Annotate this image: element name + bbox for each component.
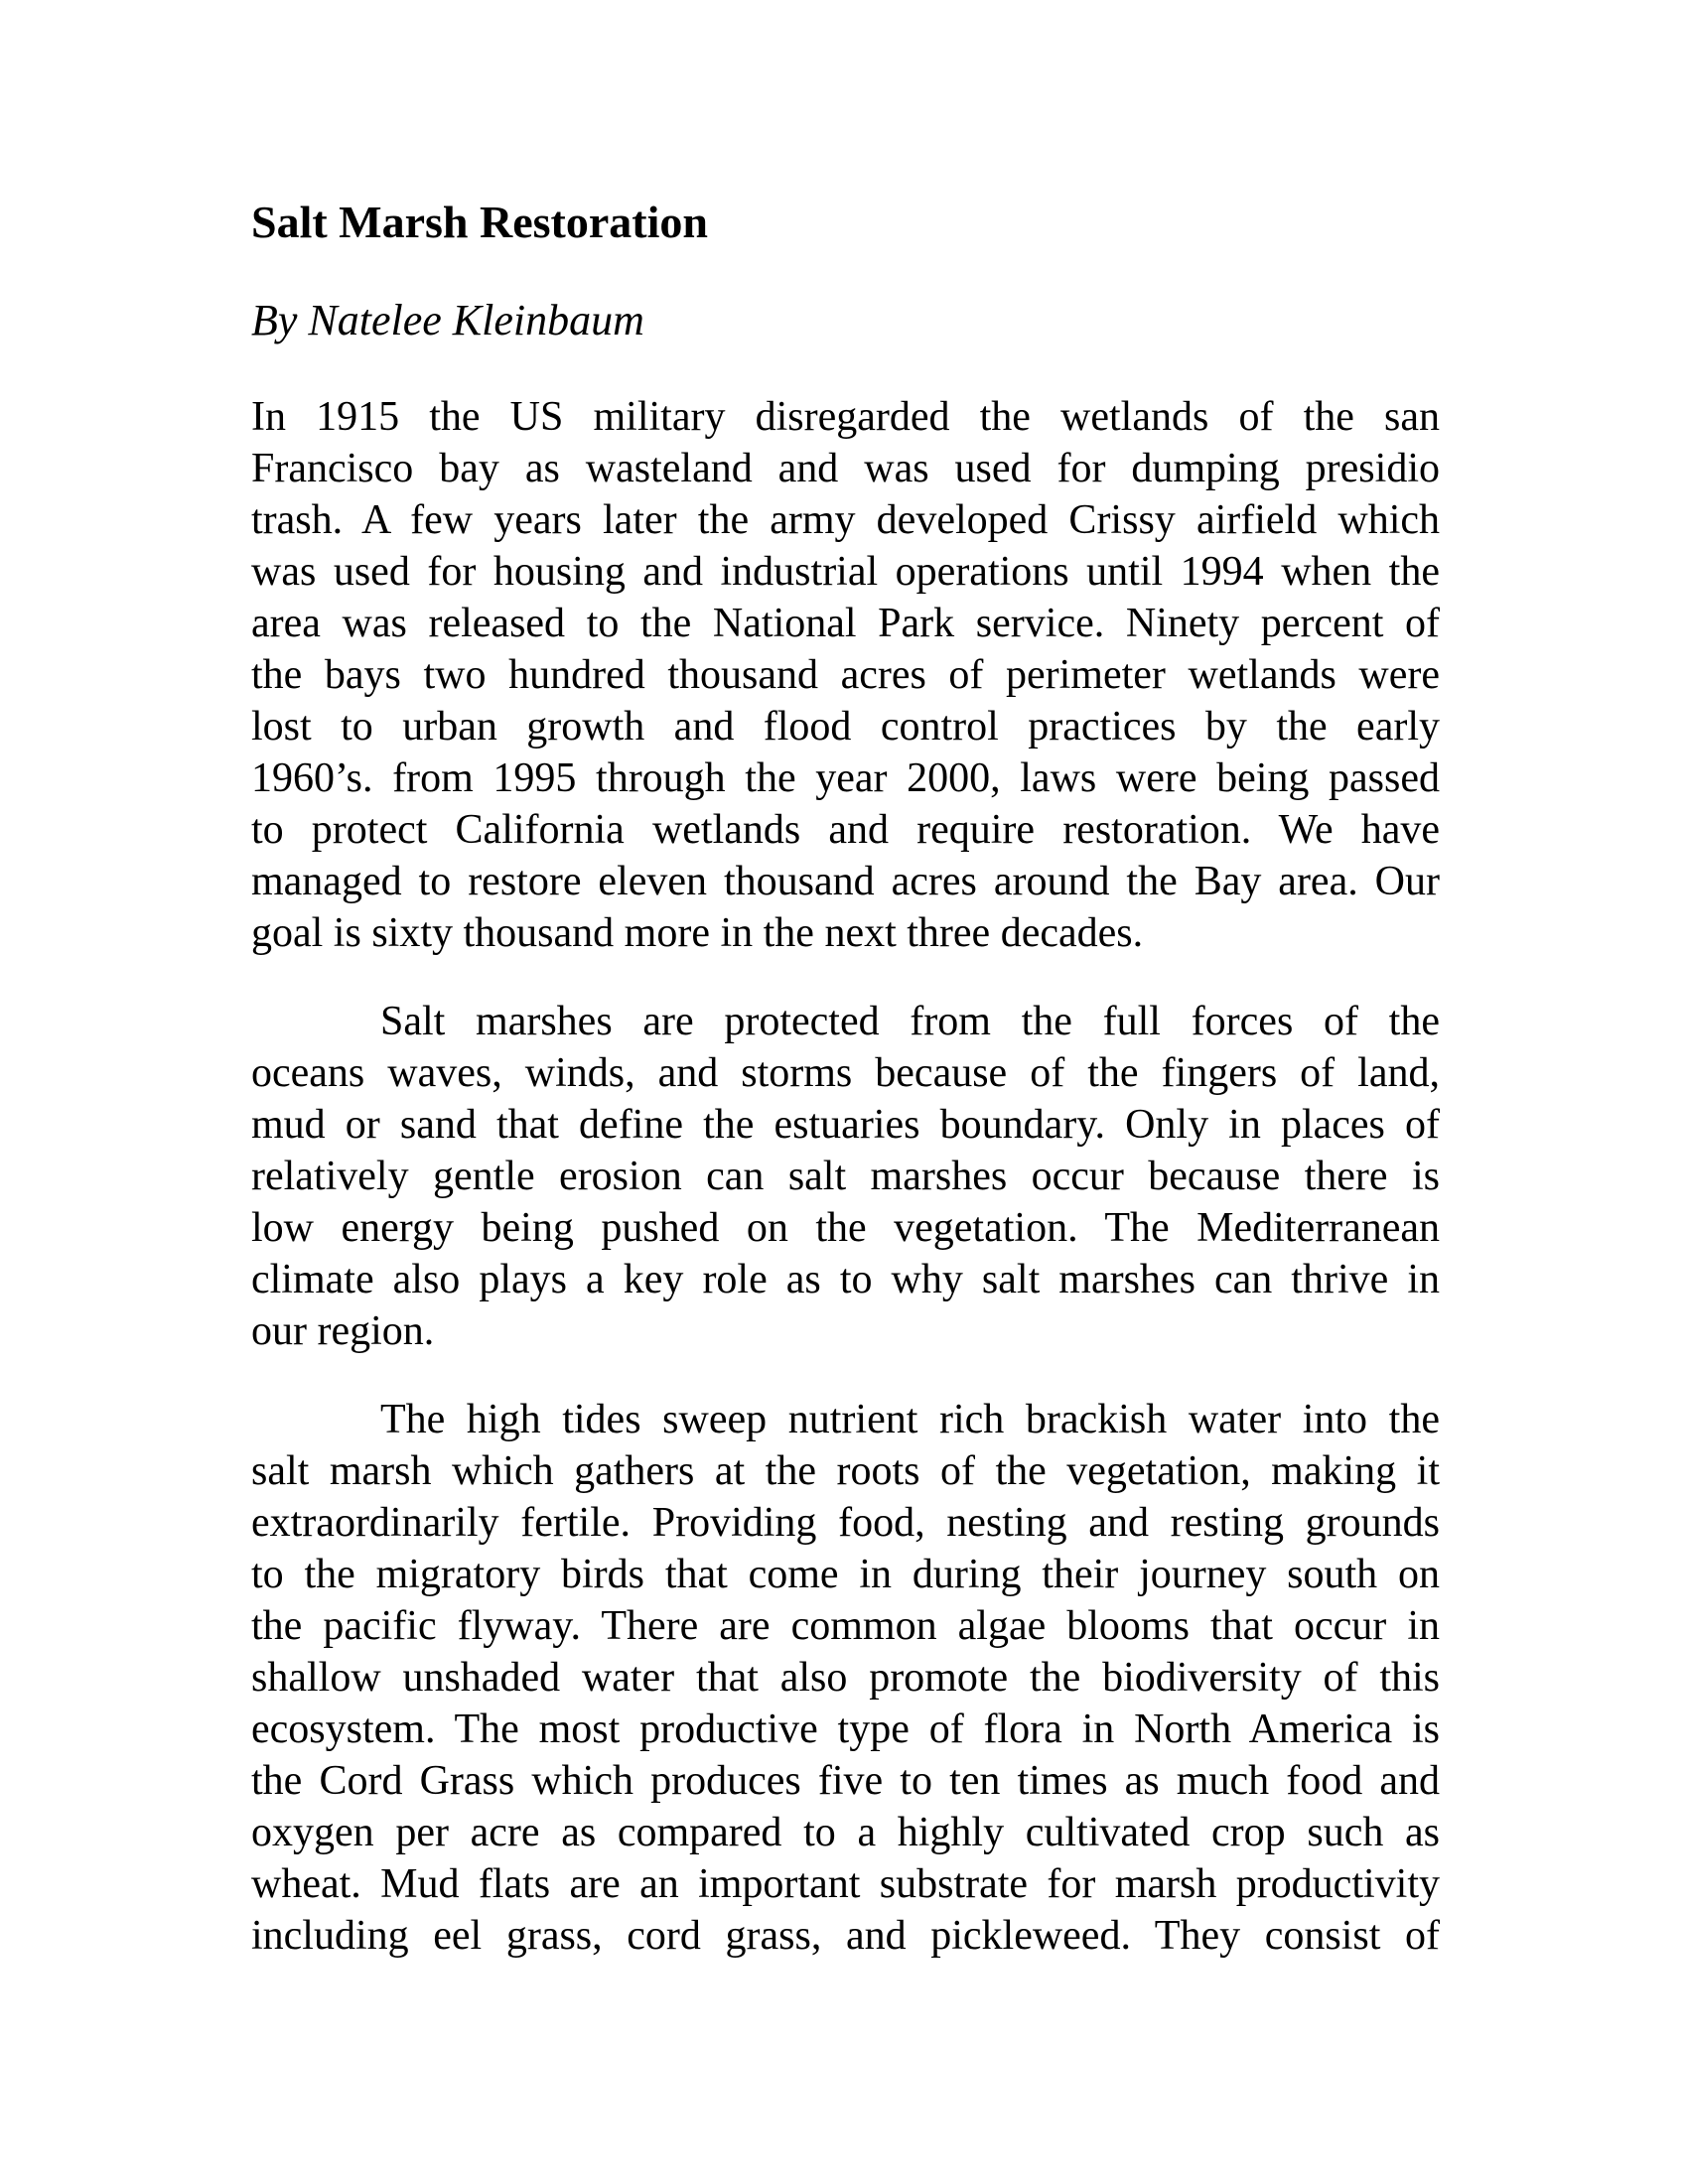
- text-line: 1960’s. from 1995 through the year 2000, laws were being passed: [251, 755, 1440, 801]
- text-line: lost to urban growth and flood control practices by the early: [251, 704, 1440, 750]
- text-line: the Cord Grass which produces five to ten times as much food and: [251, 1758, 1440, 1804]
- text-line: including eel grass, cord grass, and pickleweed. They consist of: [251, 1913, 1440, 1959]
- paragraph-3: [251, 1394, 1440, 1962]
- text-line: goal is sixty thousand more in the next three decades.: [251, 910, 1144, 956]
- document-byline: By Natelee Kleinbaum: [251, 296, 644, 344]
- text-line: salt marsh which gathers at the roots of the vegetation, making it: [251, 1448, 1440, 1494]
- text-line: oxygen per acre as compared to a highly cultivated crop such as: [251, 1810, 1440, 1855]
- text-line: Francisco bay as wasteland and was used for dumping presidio: [251, 446, 1440, 491]
- text-line: The high tides sweep nutrient rich brackish water into the: [380, 1397, 1440, 1442]
- document-body: [251, 391, 1440, 1962]
- text-line: our region.: [251, 1308, 435, 1354]
- text-line: shallow unshaded water that also promote the biodiversity of this: [251, 1655, 1440, 1701]
- text-line: climate also plays a key role as to why salt marshes can thrive in: [251, 1257, 1440, 1302]
- text-line: the bays two hundred thousand acres of perimeter wetlands were: [251, 652, 1440, 698]
- document-content: [251, 197, 1440, 1962]
- text-line: low energy being pushed on the vegetation. The Mediterranean: [251, 1205, 1440, 1251]
- text-line: to the migratory birds that come in during their journey south on: [251, 1552, 1440, 1597]
- text-line: oceans waves, winds, and storms because of the fingers of land,: [251, 1050, 1440, 1096]
- text-line: to protect California wetlands and require restoration. We have: [251, 807, 1440, 853]
- paragraph-2: [251, 996, 1440, 1357]
- text-line: mud or sand that define the estuaries boundary. Only in places of: [251, 1102, 1440, 1148]
- document-title: Salt Marsh Restoration: [251, 197, 708, 247]
- text-line: managed to restore eleven thousand acres around the Bay area. Our: [251, 859, 1440, 904]
- text-line: area was released to the National Park service. Ninety percent of: [251, 601, 1440, 646]
- text-line: In 1915 the US military disregarded the wetlands of the san: [251, 394, 1440, 440]
- text-line: the pacific flyway. There are common algae blooms that occur in: [251, 1603, 1440, 1649]
- paragraph-1: [251, 391, 1440, 959]
- text-line: trash. A few years later the army developed Crissy airfield which: [251, 497, 1440, 543]
- text-line: extraordinarily fertile. Providing food, nesting and resting grounds: [251, 1500, 1440, 1546]
- text-line: Salt marshes are protected from the full forces of the: [380, 999, 1440, 1044]
- text-line: ecosystem. The most productive type of flora in North America is: [251, 1706, 1440, 1752]
- text-line: wheat. Mud flats are an important substrate for marsh productivity: [251, 1861, 1440, 1907]
- text-line: was used for housing and industrial operations until 1994 when the: [251, 549, 1440, 595]
- text-line: relatively gentle erosion can salt marshes occur because there is: [251, 1154, 1440, 1199]
